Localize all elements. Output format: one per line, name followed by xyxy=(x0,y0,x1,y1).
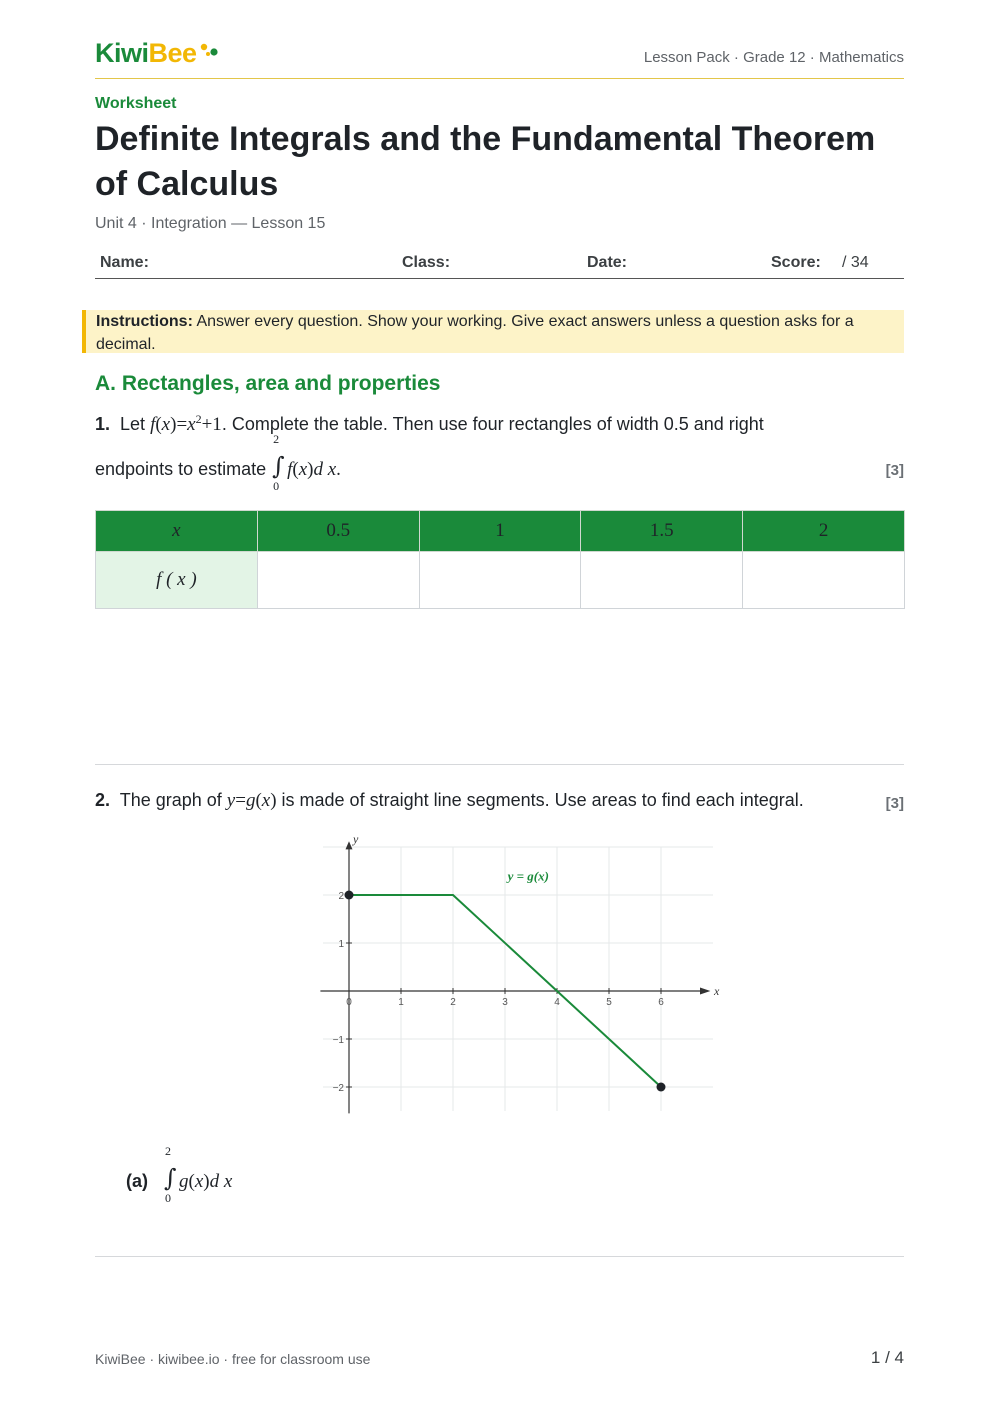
y-tick-label: 2 xyxy=(338,891,344,902)
question-number: 2. xyxy=(95,790,111,810)
answer-space-divider xyxy=(95,764,904,765)
y-tick-label: −1 xyxy=(332,1035,344,1046)
answer-space-divider xyxy=(95,1256,904,1257)
question-1-line-1: 1. Let $f(x)=x^2+1$. Complete the table. Then use four rectangles of width 0.5 and right xyxy=(95,412,764,435)
question-2a: (a) 2 ∫ 0 g(x)d x xyxy=(126,1144,233,1205)
instructions-box xyxy=(82,310,904,353)
date-field-label: Date: xyxy=(587,254,628,271)
x-axis-arrow-icon xyxy=(700,988,710,995)
y-tick-label: −2 xyxy=(332,1083,344,1094)
values-table xyxy=(95,510,905,609)
x-axis-label: x xyxy=(714,984,720,998)
answer-cell[interactable] xyxy=(419,552,581,609)
score-total: / 34 xyxy=(842,254,869,271)
class-field-label: Class: xyxy=(402,254,451,271)
page-header xyxy=(95,38,904,79)
y-tick-label: 1 xyxy=(338,939,344,950)
section-heading: A. Rectangles, area and properties xyxy=(95,372,441,395)
name-field-label: Name: xyxy=(100,254,149,271)
doc-type-label: Worksheet xyxy=(95,95,177,112)
table-row-label: f ( x ) xyxy=(96,552,258,609)
table-header-cell: 1 xyxy=(419,511,581,552)
score-field-label: Score: xyxy=(771,254,821,271)
x-tick-label: 2 xyxy=(450,997,456,1008)
question-1-line-2: endpoints to estimate 2 ∫ 0 f(x)d x. xyxy=(95,432,341,493)
integral-sign-icon: 2 ∫ 0 xyxy=(164,1144,177,1205)
student-info-fields xyxy=(95,246,904,279)
question-2-marks: [3] xyxy=(885,795,904,812)
x-tick-label: 6 xyxy=(658,997,664,1008)
page-title: Definite Integrals and the Fundamental Theorem of Calculus xyxy=(95,120,876,203)
instructions-text: Answer every question. Show your working. Give exact answers unless a question asks for a decimal. xyxy=(96,313,854,353)
logo-dots-icon xyxy=(200,43,220,59)
answer-cell[interactable] xyxy=(257,552,419,609)
y-axis-arrow-icon xyxy=(346,841,353,849)
x-tick-label: 5 xyxy=(606,997,612,1008)
answer-cell[interactable] xyxy=(581,552,743,609)
integral-sign-icon: 2 ∫ 0 xyxy=(272,432,285,493)
table-header-cell: 1.5 xyxy=(581,511,743,552)
y-axis-label: y xyxy=(353,832,359,847)
question-2-line: 2. The graph of y=g(x) is made of straight line segments. Use areas to find each integral. xyxy=(95,790,804,811)
endpoint-dot xyxy=(657,1083,666,1092)
header-meta: Lesson Pack · Grade 12 · Mathematics xyxy=(643,49,904,66)
question-1-marks: [3] xyxy=(885,462,904,479)
table-header-cell: 2 xyxy=(743,511,905,552)
table-header-row xyxy=(96,511,905,552)
question-number: 1. xyxy=(95,414,111,434)
part-label: (a) xyxy=(126,1171,148,1191)
table-header-x: x xyxy=(96,511,258,552)
endpoint-dot xyxy=(345,891,354,900)
page-subtitle: Unit 4 · Integration — Lesson 15 xyxy=(95,215,326,232)
x-tick-label: 3 xyxy=(502,997,508,1008)
graph-annotation: y = g(x) xyxy=(507,868,549,884)
page-number: 1 / 4 xyxy=(870,1348,904,1367)
kiwibee-logo: KiwiBee xyxy=(95,38,197,68)
table-row xyxy=(96,552,905,609)
function-graph xyxy=(310,828,720,1118)
x-tick-label: 1 xyxy=(398,997,404,1008)
instructions-label: Instructions: xyxy=(96,313,193,330)
table-header-cell: 0.5 xyxy=(257,511,419,552)
x-tick-label: 0 xyxy=(346,997,352,1008)
footer-credit: KiwiBee · kiwibee.io · free for classroom use xyxy=(95,1351,371,1367)
x-tick-label: 4 xyxy=(554,997,560,1008)
answer-cell[interactable] xyxy=(743,552,905,609)
